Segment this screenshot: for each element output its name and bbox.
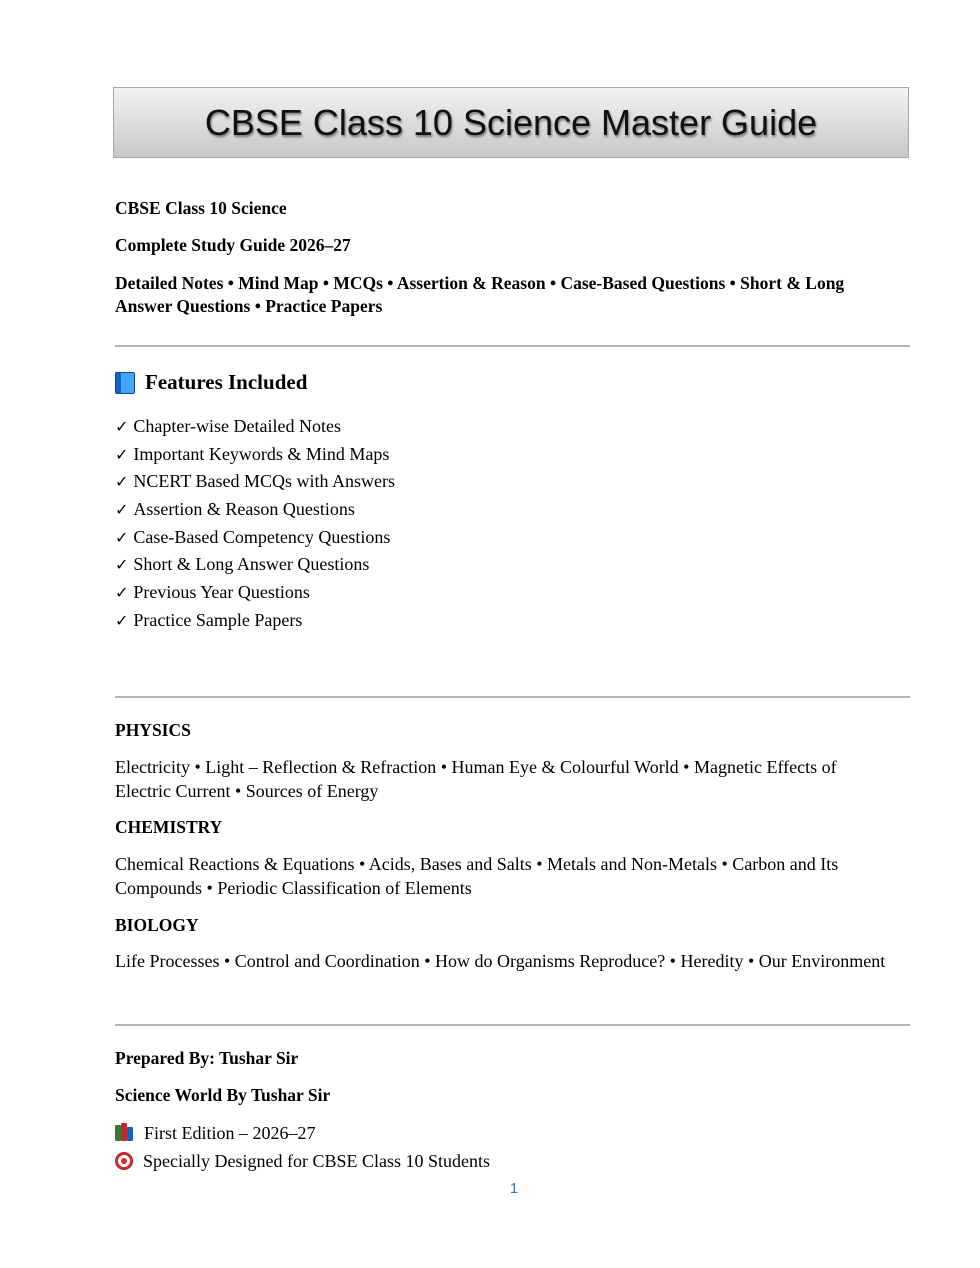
header-line-3: Detailed Notes • Mind Map • MCQs • Assertion & Reason • Case-Based Questions • Short & Long Answer Questions • Practice Papers: [115, 273, 845, 316]
biology-chapters: Life Processes • Control and Coordination • How do Organisms Reproduce? • Heredity • Our Environment: [115, 951, 886, 971]
check-icon: ✓: [115, 444, 129, 464]
header-line-1: CBSE Class 10 Science: [115, 198, 287, 218]
brand-name: Science World By Tushar Sir: [115, 1085, 331, 1105]
list-item: ✓ Important Keywords & Mind Maps: [115, 443, 390, 464]
edition-line: [115, 1123, 316, 1144]
check-icon: ✓: [115, 417, 129, 436]
check-icon: ✓: [115, 583, 129, 603]
designed-for-line: [115, 1151, 490, 1172]
list-item: ✓ Short & Long Answer Questions: [115, 554, 370, 575]
features-heading-text: Features Included: [145, 370, 308, 394]
list-item: ✓ NCERT Based MCQs with Answers: [115, 471, 396, 492]
subject-physics: PHYSICS: [115, 720, 191, 740]
list-item: ✓ Practice Sample Papers: [115, 609, 303, 630]
edition-text: First Edition – 2026–27: [144, 1123, 316, 1143]
list-item: ✓ Chapter-wise Detailed Notes: [115, 416, 341, 436]
check-icon: ✓: [115, 610, 129, 630]
divider: [115, 696, 910, 698]
prepared-by: Prepared By: Tushar Sir: [115, 1048, 299, 1068]
subject-biology: BIOLOGY: [115, 915, 199, 935]
physics-chapters: Electricity • Light – Reflection & Refraction • Human Eye & Colourful World • Magnetic Effects of Electric Current • Sources of Energy: [115, 757, 837, 801]
title-banner: [113, 87, 909, 158]
designed-for-text: Specially Designed for CBSE Class 10 Students: [143, 1151, 490, 1171]
divider: [115, 1024, 910, 1026]
header-line-2: Complete Study Guide 2026–27: [115, 235, 351, 255]
target-icon: [115, 1152, 133, 1170]
books-icon: [115, 1123, 136, 1141]
check-icon: ✓: [115, 555, 129, 575]
blue-book-icon: [115, 372, 135, 394]
check-icon: ✓: [115, 472, 129, 492]
divider: [115, 345, 910, 347]
list-item: ✓ Assertion & Reason Questions: [115, 499, 355, 520]
subject-chemistry: CHEMISTRY: [115, 817, 223, 837]
features-list: [115, 413, 395, 635]
check-icon: ✓: [115, 500, 129, 520]
page-number: 1: [509, 1180, 519, 1197]
check-icon: ✓: [115, 527, 129, 547]
list-item: ✓ Case-Based Competency Questions: [115, 526, 391, 547]
list-item: ✓ Previous Year Questions: [115, 582, 310, 603]
document-title: CBSE Class 10 Science Master Guide: [204, 101, 818, 143]
features-heading: [115, 370, 307, 395]
chemistry-chapters: Chemical Reactions & Equations • Acids, Bases and Salts • Metals and Non-Metals • Carbon and Its Compounds • Periodic Classification of Elements: [115, 854, 839, 898]
